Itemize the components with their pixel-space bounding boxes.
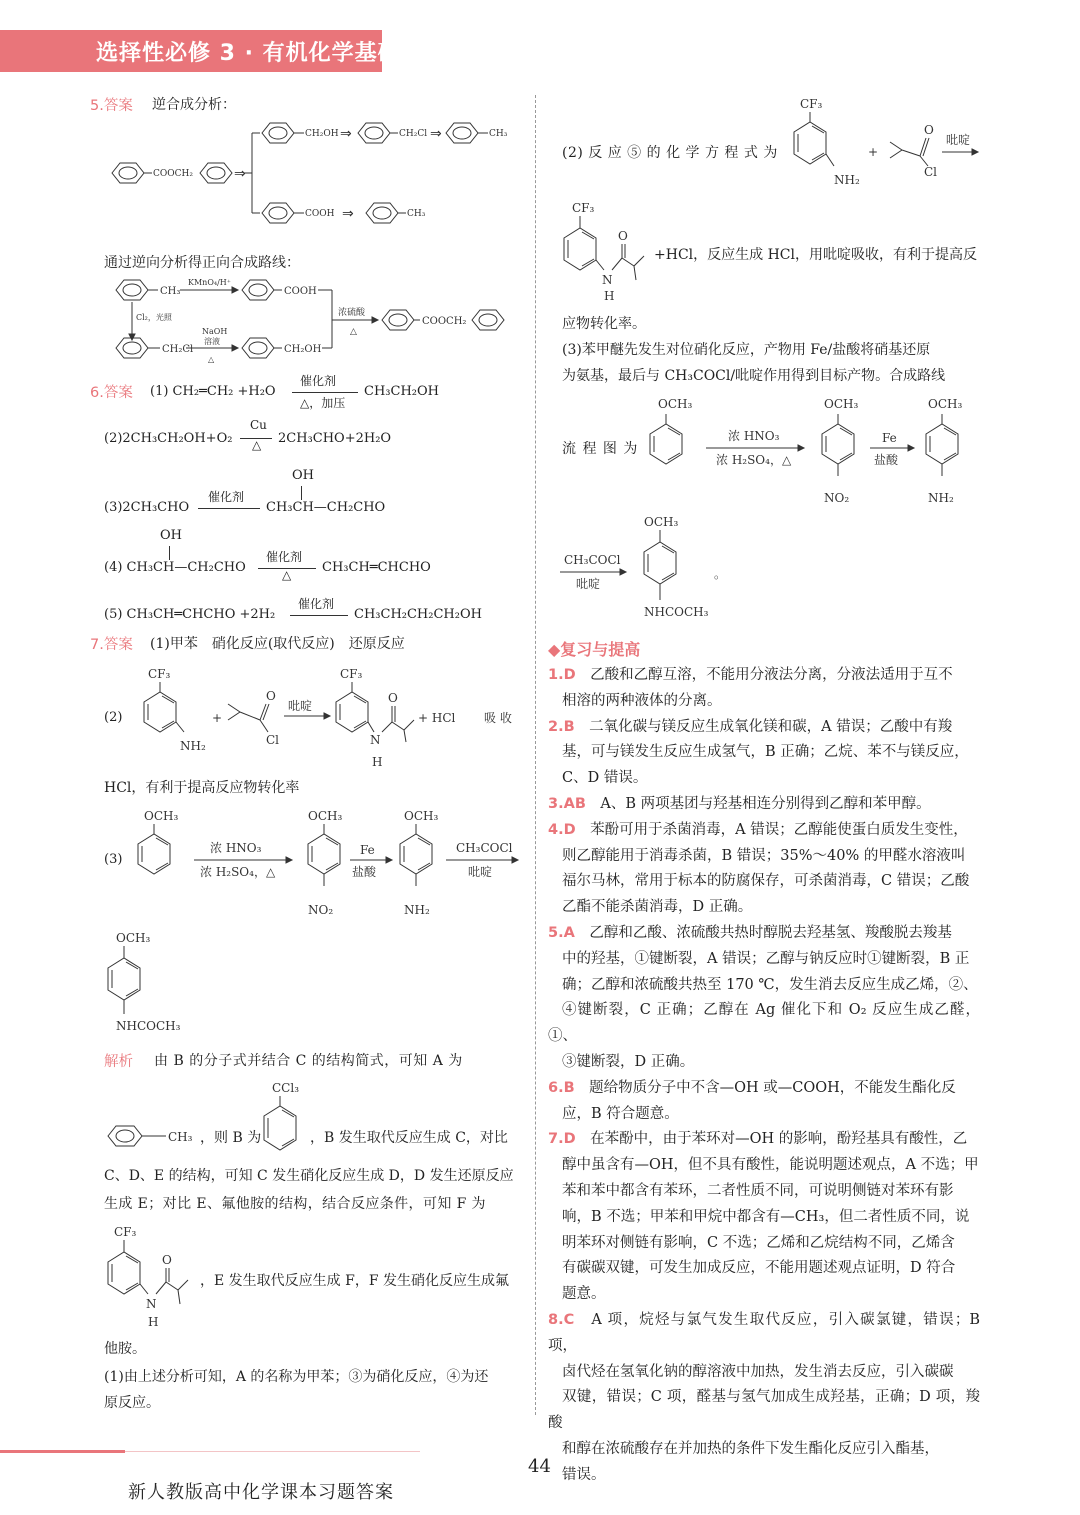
analysis-t3: ，B 发生取代反应生成 C，对比 <box>310 1130 508 1146</box>
review-item-3: 3.AB A、B 两项基团与羟基相连分别得到乙醇和苯甲醇。 <box>548 795 931 812</box>
right-q3-end: 。 <box>714 567 727 581</box>
fwd-r3b: 溶液 <box>204 337 220 346</box>
q7-r-hno3: 浓 HNO₃ <box>210 841 262 855</box>
retrosynthesis-diagram <box>100 115 520 245</box>
analysis-t8: (1)由上述分析可知，A 的名称为甲苯；③为硝化反应，④为还 <box>104 1369 489 1385</box>
svg-text:⇒: ⇒ <box>430 126 442 142</box>
q7-n: N <box>370 733 381 747</box>
right-q3-route <box>644 390 984 510</box>
column-divider <box>535 95 536 1415</box>
svg-text:⇒: ⇒ <box>342 206 354 222</box>
right-q2-product <box>560 196 660 306</box>
fwd-r3a: NaOH <box>202 327 228 336</box>
q6-e5-left: (5) CH₃CH═CHCHO +2H₂ <box>104 607 276 622</box>
analysis-f-h: H <box>148 1315 159 1329</box>
retro-down1-label: COOH <box>305 209 335 219</box>
q7-part2-label: (2) <box>104 710 123 725</box>
q6-e2-right: 2CH₃CHO+2H₂O <box>278 431 392 446</box>
q7-o-a: O <box>266 689 276 703</box>
analysis-f-cf3: CF₃ <box>114 1225 137 1239</box>
right-q3-route-end <box>556 510 756 630</box>
retro-up3-label: CH₃ <box>489 129 508 139</box>
right-q2-pyridine: 吡啶 <box>946 133 971 147</box>
forward-route-diagram <box>100 272 520 372</box>
right-q3-och3-b: OCH₃ <box>824 397 859 411</box>
q6-e3-right: CH₃CH—CH₂CHO <box>266 500 386 515</box>
right-q3-nh2: NH₂ <box>928 491 954 505</box>
review-item-8: 8.C A 项，烷烃与氯气发生取代反应，引入碳氯键，错误；B 项， 卤代烃在氢氧化钠的醇溶液中加热，发生消去反应，引入碳碳 双键，错误；C 项，醛基与氢气加成生成羟基，正确；D 项，羧酸 和醇在浓硫酸存在并加热的条件下发生酯化反应引入酯基， 错误。 <box>548 1311 981 1483</box>
fwd-s5: COOCH₂ <box>422 316 467 327</box>
q7-r-hcl: 盐酸 <box>352 865 377 879</box>
q7-r-pyridine: 吡啶 <box>468 865 493 879</box>
right-q3-och3-a: OCH₃ <box>658 397 693 411</box>
answer-label-5: 5.答案 <box>90 98 133 114</box>
q6-e3-top: 催化剂 <box>208 490 245 504</box>
review-item-5: 5.A 乙醇和乙酸、浓硫酸共热时醇脱去羟基氢、羧酸脱去羧基 中的羟基，①键断裂，A 错误；乙醇与钠反应时①键断裂，B 正 确；乙醇和浓硫酸共热至 170 ℃，发生消去反应生成乙烯，②、 ④键断裂，C 正确；乙醇在 Ag 催化下和 O₂ 反应生成乙醛，①、 ③键断裂，D 正确。 <box>548 924 980 1070</box>
review-item-6: 6.B 题给物质分子中不含—OH 或—COOH，不能发生酯化反 应，B 符合题意。 <box>548 1079 956 1122</box>
right-q3-t3: 流 程 图 为 <box>562 441 639 457</box>
review-item-1: 1.D 乙酸和乙醇互溶，不能用分液法分离，分液法适用于互不 相溶的两种液体的分离。 <box>548 667 953 709</box>
q5-forward-intro: 通过逆向分析得正向合成路线： <box>104 255 300 271</box>
q7-r-h2so4: 浓 H₂SO₄，△ <box>200 865 276 879</box>
q7-cf3-a: CF₃ <box>148 667 171 681</box>
right-q2-reactants <box>780 90 980 190</box>
fwd-s2: COOH <box>284 286 317 297</box>
right-q2-prod-n: N <box>602 273 613 287</box>
analysis-t4: C、D、E 的结构，可知 C 发生硝化反应生成 D，D 发生还原反应 <box>104 1168 514 1184</box>
right-q2-o: O <box>924 123 934 137</box>
q6-e5-top: 催化剂 <box>298 597 335 611</box>
q5-intro: 逆合成分析： <box>152 97 236 113</box>
right-q2-cl: Cl <box>924 165 938 179</box>
q6-e5-right: CH₃CH₂CH₂CH₂OH <box>354 607 482 622</box>
fwd-r4b: △ <box>350 327 357 337</box>
q7-nh2-b: NH₂ <box>404 903 430 917</box>
right-q3-r-hcl: 盐酸 <box>874 453 899 467</box>
right-q2-prod-cf3: CF₃ <box>572 201 595 215</box>
fwd-s3: CH₂Cl <box>162 344 194 355</box>
q7-o-b: O <box>388 691 398 705</box>
svg-text:⇒: ⇒ <box>234 166 246 182</box>
retro-main-label: COOCH₂ <box>153 169 193 179</box>
q7-final-product <box>104 928 224 1048</box>
book-title: 新人教版高中化学课本习题答案 <box>128 1482 394 1503</box>
review-section-title: ◆复习与提高 <box>548 640 641 659</box>
right-q3-no2: NO₂ <box>824 491 850 505</box>
q6-e2-bottom: △ <box>252 438 262 452</box>
answer-label-7: 7.答案 <box>90 637 133 653</box>
right-q2-t3: 应物转化率。 <box>562 316 646 332</box>
fwd-r1: KMnO₄/H⁺ <box>188 278 231 287</box>
analysis-t5: 生成 E；对比 E、氟他胺的结构，结合反应条件，可知 F 为 <box>104 1196 486 1212</box>
right-q2-t1: (2) 反 应 ⑤ 的 化 学 方 程 式 为 <box>562 145 778 161</box>
q6-e3-oh: OH <box>292 468 314 483</box>
fwd-r4a: 浓硫酸 <box>338 308 366 318</box>
q7-nh2-a: NH₂ <box>180 739 206 753</box>
analysis-t2: ，则 B 为 <box>200 1130 262 1146</box>
right-q2-prod-h: H <box>604 289 615 303</box>
q7-cl: Cl <box>266 733 280 747</box>
q7-no2: NO₂ <box>308 903 334 917</box>
fwd-r3c: △ <box>208 355 215 364</box>
analysis-f-o: O <box>162 1253 172 1267</box>
q7-reaction-2 <box>124 660 524 770</box>
analysis-t9: 原反应。 <box>104 1395 160 1411</box>
q7-och3-a: OCH₃ <box>144 809 179 823</box>
q7-och3-b: OCH₃ <box>308 809 343 823</box>
q7-part1: (1)甲苯 硝化反应(取代反应) 还原反应 <box>150 636 405 652</box>
analysis-t1: 由 B 的分子式并结合 C 的结构简式，可知 A 为 <box>154 1053 463 1069</box>
q6-e1-right: CH₃CH₂OH <box>364 384 439 399</box>
q7-r-fe: Fe <box>360 843 375 857</box>
right-q2-cf3: CF₃ <box>800 97 823 111</box>
q6-e3-left: (3)2CH₃CHO <box>104 500 190 515</box>
review-item-4: 4.D 苯酚可用于杀菌消毒，A 错误；乙醇能使蛋白质发生变性， 则乙醇能用于消毒杀菌，B 错误；35%～40% 的甲醛水溶液叫 福尔马林，常用于标本的防腐保存，可杀菌消毒，C 错误；乙酸 乙酯不能杀菌消毒，D 正确。 <box>548 821 970 916</box>
header-title: 选择性必修 3 · 有机化学基础 <box>96 41 401 66</box>
q6-e4-bottom: △ <box>282 568 292 582</box>
retro-up2-label: CH₂Cl <box>399 129 428 139</box>
q7-r-ch3cocl: CH₃COCl <box>456 841 513 855</box>
q7-och3-c: OCH₃ <box>404 809 439 823</box>
q6-e1-top: 催化剂 <box>300 374 337 388</box>
retro-up1-label: CH₂OH <box>305 129 339 139</box>
q7-reaction-3 <box>124 800 524 925</box>
q7-pyridine-a: 吡啶 <box>288 699 313 713</box>
q7-plus: + <box>212 711 223 725</box>
q7-part2-end: HCl，有利于提高反应物转化率 <box>104 780 300 796</box>
q6-e4-left: (4) CH₃CH—CH₂CHO <box>104 560 246 575</box>
answer-label-6: 6.答案 <box>90 385 133 401</box>
q6-e1-left: (1) CH₂═CH₂ +H₂O <box>150 384 276 399</box>
footer-accent <box>0 1450 125 1453</box>
right-q3-nhcoch3: NHCOCH₃ <box>644 605 709 619</box>
fwd-s4: CH₂OH <box>284 344 322 355</box>
q7-och3-d: OCH₃ <box>116 931 151 945</box>
right-q3-och3-d: OCH₃ <box>644 515 679 529</box>
right-q3-och3-c: OCH₃ <box>928 397 963 411</box>
analysis-t7: 他胺。 <box>104 1341 146 1357</box>
page-number: 44 <box>528 1456 551 1477</box>
analysis-label: 解析 <box>104 1054 133 1070</box>
analysis-ccl3: CCl₃ <box>272 1081 300 1095</box>
fwd-s1: CH₃ <box>160 286 181 297</box>
q6-e2-left: (2)2CH₃CH₂OH+O₂ <box>104 431 233 446</box>
right-q3-r-fe: Fe <box>882 431 897 445</box>
q7-part3-label: (3) <box>104 852 123 867</box>
right-q3-r-h2so4: 浓 H₂SO₄，△ <box>716 453 792 467</box>
svg-text:⇒: ⇒ <box>340 126 352 142</box>
retro-down2-label: CH₃ <box>407 209 426 219</box>
review-item-7: 7.D 在苯酚中，由于苯环对—OH 的影响，酚羟基具有酸性，乙 醇中虽含有—OH，但不具有酸性，能说明题述观点，A 不选；甲 苯和苯中都含有苯环，二者性质不同，可说明侧链对苯环有影 响，B 不选；甲苯和甲烷中都含有—CH₃，但二者性质不同，说 明苯环对侧链有影响，C 不选；乙烯和乙烷结构不同，乙烯含 有碳碳双键，可发生加成反应，不能用题述观点证明，D 符合 题意。 <box>548 1131 979 1303</box>
q7-absorb: 吸 收 <box>484 711 512 725</box>
q6-e4-oh: OH <box>160 528 182 543</box>
q7-nhcoch3-a: NHCOCH₃ <box>116 1019 181 1033</box>
q6-e1-bottom: △，加压 <box>300 396 346 410</box>
right-q3-r-pyridine: 吡啶 <box>576 577 601 591</box>
q6-e2-top: Cu <box>250 418 267 432</box>
analysis-f-n: N <box>146 1297 157 1311</box>
right-q2-nh2: NH₂ <box>834 173 860 187</box>
q6-e4-top: 催化剂 <box>266 550 303 564</box>
right-q3-r-ch3cocl: CH₃COCl <box>564 553 621 567</box>
right-q2-plus: + <box>868 145 879 159</box>
right-q2-prod-o: O <box>618 229 628 243</box>
q6-e4-right: CH₃CH═CHCHO <box>322 560 431 575</box>
analysis-t6: ，E 发生取代反应生成 F，F 发生硝化反应生成氟 <box>200 1273 509 1289</box>
q7-plus-hcl: + HCl <box>418 711 456 725</box>
right-q3-r-hno3: 浓 HNO₃ <box>728 429 780 443</box>
q7-cf3-b: CF₃ <box>340 667 363 681</box>
analysis-ch3: CH₃ <box>168 1130 193 1144</box>
right-q3-t2: 为氨基，最后与 CH₃COCl/吡啶作用得到目标产物。合成路线 <box>562 368 946 384</box>
right-q2-t2: +HCl，反应生成 HCl，用吡啶吸收，有利于提高反 <box>654 247 977 263</box>
right-q3-t1: (3)苯甲醚先发生对位硝化反应，产物用 Fe/盐酸将硝基还原 <box>562 342 931 358</box>
review-item-2: 2.B 二氧化碳与镁反应生成氧化镁和碳，A 错误；乙酸中有羧 基，可与镁发生反应生成氢气，B 正确；乙烷、苯不与镁反应， C、D 错误。 <box>548 718 969 787</box>
q7-h: H <box>372 755 383 769</box>
fwd-r2: Cl₂，光照 <box>136 313 172 322</box>
review-answers <box>548 663 980 1489</box>
